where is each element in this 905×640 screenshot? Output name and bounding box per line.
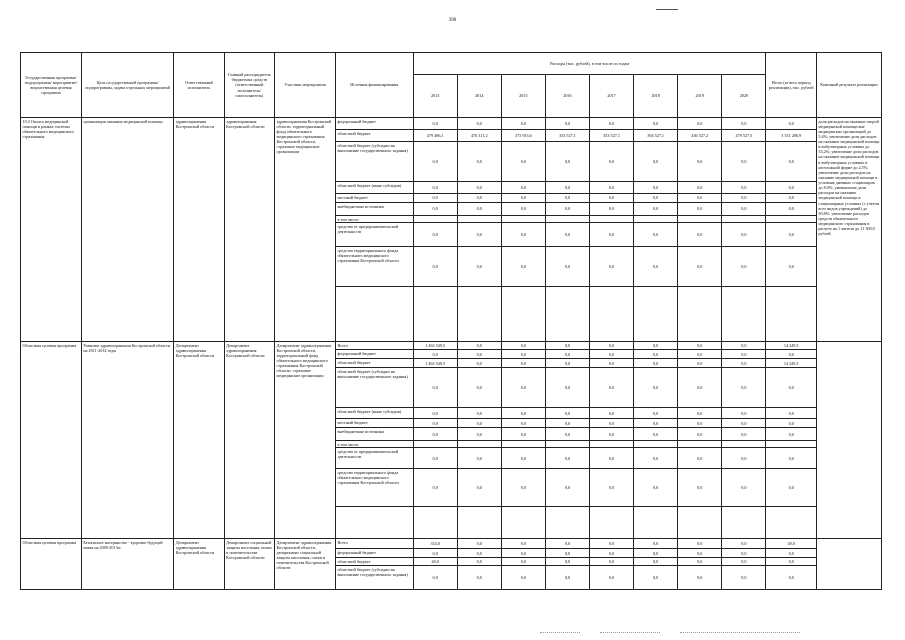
value-cell: 0,0 — [501, 350, 545, 359]
total-cell: 14 249,5 — [766, 342, 816, 350]
value-cell: 0,0 — [722, 539, 766, 549]
value-cell: 0,0 — [501, 342, 545, 350]
total-cell: 49,0 — [766, 539, 816, 549]
empty-cell — [413, 287, 457, 342]
value-cell: 0,0 — [634, 368, 678, 408]
total-cell — [766, 441, 816, 448]
total-cell: 0,0 — [766, 549, 816, 558]
value-cell: 0,0 — [457, 469, 501, 507]
value-cell: 0,0 — [545, 247, 589, 287]
value-cell: 0,0 — [590, 469, 634, 507]
value-cell: 0,0 — [413, 428, 457, 441]
source-cell: областной бюджет (субсидии на выполнение государственного задания) — [335, 566, 413, 590]
value-cell: 0,0 — [634, 350, 678, 359]
value-cell — [590, 216, 634, 223]
total-cell: 0,0 — [766, 203, 816, 216]
value-cell: 0,0 — [590, 194, 634, 203]
empty-cell — [766, 507, 816, 539]
value-cell: 0,0 — [545, 203, 589, 216]
value-cell: 0,0 — [457, 368, 501, 408]
value-cell: 0,0 — [590, 428, 634, 441]
value-cell: 0,0 — [722, 448, 766, 469]
source-cell: средства территориального фонда обязательного медицинского страхования Костромской области — [335, 247, 413, 287]
value-cell: 353 527,1 — [590, 130, 634, 142]
value-cell: 0,0 — [634, 194, 678, 203]
empty-cell — [457, 507, 501, 539]
value-cell: 0,0 — [590, 359, 634, 368]
empty-cell — [501, 507, 545, 539]
value-cell: 0,0 — [634, 247, 678, 287]
source-cell: областной бюджет (субсидии на выполнение государственного задания) — [335, 142, 413, 182]
total-cell: 0,0 — [766, 118, 816, 130]
empty-cell — [634, 287, 678, 342]
value-cell: 0,0 — [413, 448, 457, 469]
value-cell: 0,0 — [722, 142, 766, 182]
value-cell — [545, 216, 589, 223]
value-cell: 0,0 — [501, 428, 545, 441]
source-cell: средства территориального фонда обязательного медицинского страхования Костромской области — [335, 469, 413, 507]
value-cell: 1 463 549,5 — [413, 359, 457, 368]
empty-cell — [678, 287, 722, 342]
total-cell: 0,0 — [766, 223, 816, 247]
value-cell: 0,0 — [545, 566, 589, 590]
value-cell — [413, 441, 457, 448]
value-cell: 0,0 — [501, 118, 545, 130]
footer-mark — [540, 632, 580, 633]
value-cell: 0,0 — [545, 368, 589, 408]
empty-cell — [590, 507, 634, 539]
value-cell: 0,0 — [545, 342, 589, 350]
value-cell: 0,0 — [501, 142, 545, 182]
value-cell: 0,0 — [678, 359, 722, 368]
value-cell: 0,0 — [678, 194, 722, 203]
value-cell: 0,0 — [501, 448, 545, 469]
header-manager: Главный распорядитель бюджетных средств (ответственный исполнитель/ соисполнитель) — [224, 53, 274, 118]
value-cell: 0,0 — [634, 118, 678, 130]
total-cell: 0,0 — [766, 247, 816, 287]
value-cell: 0,0 — [678, 368, 722, 408]
empty-cell — [722, 507, 766, 539]
source-cell: Всего — [335, 539, 413, 549]
empty-cell — [545, 507, 589, 539]
value-cell: 0,0 — [501, 419, 545, 428]
goal-cell: Безопасное материнство - здоровье будущей мамы на 2009-2013гг. — [81, 539, 173, 590]
source-cell: Всего — [335, 342, 413, 350]
empty-cell — [545, 287, 589, 342]
manager-cell: Департамент социальной защиты населения, опеки и попечительства Костромской области — [224, 539, 274, 590]
value-cell — [678, 216, 722, 223]
value-cell: 1 463 549,5 — [413, 342, 457, 350]
value-cell: 0,0 — [634, 203, 678, 216]
value-cell: 0,0 — [590, 182, 634, 194]
empty-cell — [501, 287, 545, 342]
value-cell: 0,0 — [457, 342, 501, 350]
value-cell: 0,0 — [590, 203, 634, 216]
footer-mark — [600, 632, 660, 633]
total-cell: 0,0 — [766, 448, 816, 469]
header-source: Источник финансирования — [335, 53, 413, 118]
source-cell: местный бюджет — [335, 194, 413, 203]
value-cell: 0,0 — [634, 419, 678, 428]
participant-cell: Департамент здравоохранения Костромской области, департамент социальной защиты населения, опеки и попечительства Костромской области — [275, 539, 336, 590]
value-cell: 333,0 — [413, 539, 457, 549]
value-cell: 0,0 — [678, 247, 722, 287]
source-cell: областной бюджет — [335, 130, 413, 142]
value-cell: 0,0 — [722, 368, 766, 408]
value-cell: 0,0 — [413, 469, 457, 507]
empty-cell — [590, 287, 634, 342]
value-cell: 0,0 — [501, 203, 545, 216]
empty-cell — [335, 287, 413, 342]
total-cell: 0,0 — [766, 408, 816, 419]
header-year: 2017 — [590, 75, 634, 118]
value-cell: 0,0 — [545, 194, 589, 203]
program-name-cell: Областная целевая программа — [21, 539, 82, 590]
value-cell: 0,0 — [722, 549, 766, 558]
value-cell: 0,0 — [678, 469, 722, 507]
value-cell — [413, 216, 457, 223]
table-row — [21, 342, 882, 350]
value-cell: 0,0 — [678, 558, 722, 566]
header-year: 2020 — [722, 75, 766, 118]
value-cell: 0,0 — [678, 539, 722, 549]
value-cell: 0,0 — [501, 539, 545, 549]
value-cell: 0,0 — [590, 368, 634, 408]
value-cell: 0,0 — [457, 194, 501, 203]
value-cell: 0,0 — [413, 203, 457, 216]
value-cell — [634, 441, 678, 448]
value-cell: 0,0 — [457, 419, 501, 428]
header-responsible: Ответственный исполнитель — [174, 53, 224, 118]
value-cell: 0,0 — [413, 223, 457, 247]
header-participant: Участник мероприятия — [275, 53, 336, 118]
value-cell: 0,0 — [501, 247, 545, 287]
program-name-cell: 10.2 Оплата медицинской помощи в рамках системы обязательного медицинского страхования — [21, 118, 82, 342]
value-cell: 0,0 — [545, 469, 589, 507]
value-cell: 0,0 — [413, 118, 457, 130]
value-cell: 0,0 — [457, 142, 501, 182]
header-year: 2014 — [457, 75, 501, 118]
value-cell: 0,0 — [545, 118, 589, 130]
value-cell: 0,0 — [634, 223, 678, 247]
total-cell: 3 351 286,9 — [766, 130, 816, 142]
value-cell: 0,0 — [722, 194, 766, 203]
empty-cell — [413, 507, 457, 539]
value-cell: 0,0 — [457, 408, 501, 419]
total-cell — [766, 216, 816, 223]
value-cell: 0,0 — [413, 247, 457, 287]
value-cell: 0,0 — [634, 539, 678, 549]
value-cell: 373 933,6 — [501, 130, 545, 142]
header-year: 2016 — [545, 75, 589, 118]
footer-mark — [680, 632, 800, 633]
source-cell: средства от предпринимательской деятельности — [335, 448, 413, 469]
value-cell: 0,0 — [678, 182, 722, 194]
value-cell: 0,0 — [545, 558, 589, 566]
value-cell: 0,0 — [634, 428, 678, 441]
value-cell: 0,0 — [501, 566, 545, 590]
value-cell: 0,0 — [545, 350, 589, 359]
value-cell: 0,0 — [501, 558, 545, 566]
value-cell: 0,0 — [634, 448, 678, 469]
empty-cell — [457, 287, 501, 342]
table-row — [21, 118, 882, 130]
value-cell — [457, 441, 501, 448]
value-cell: 0,0 — [590, 118, 634, 130]
program-name-cell: Областная целевая программа — [21, 342, 82, 539]
value-cell — [590, 441, 634, 448]
responsible-cell: Департамент здравоохранения Костромской области — [174, 539, 224, 590]
source-cell: областной бюджет (иные субсидии) — [335, 408, 413, 419]
value-cell: 0,0 — [413, 419, 457, 428]
value-cell: 479 486,1 — [413, 130, 457, 142]
value-cell: 476 311,2 — [457, 130, 501, 142]
empty-cell — [634, 507, 678, 539]
value-cell: 0,0 — [501, 182, 545, 194]
budget-table — [20, 52, 882, 590]
source-cell: федеральный бюджет — [335, 350, 413, 359]
value-cell: 0,0 — [457, 350, 501, 359]
header-goal: Цель государственной программы/подпрограммы, задача отдельных мероприятий — [81, 53, 173, 118]
value-cell: 0,0 — [678, 118, 722, 130]
value-cell — [722, 441, 766, 448]
value-cell: 0,0 — [722, 408, 766, 419]
participant-cell: здравоохранения Костромской области, территориальный фонд обязательного медицинского страхования Костромской области, страховые медицинские организации — [275, 118, 336, 342]
value-cell: 0,0 — [678, 342, 722, 350]
value-cell: 40,0 — [413, 558, 457, 566]
value-cell: 0,0 — [501, 223, 545, 247]
participant-cell: Департамент здравоохранения Костромской области, территориальный фонд обязательного медицинского страхования Костромской области, страховые медицинские организации — [275, 342, 336, 539]
value-cell: 0,0 — [545, 549, 589, 558]
value-cell: 0,0 — [413, 142, 457, 182]
value-cell: 0,0 — [722, 566, 766, 590]
value-cell: 0,0 — [634, 182, 678, 194]
value-cell: 0,0 — [722, 558, 766, 566]
source-cell: в том числе: — [335, 441, 413, 448]
value-cell: 0,0 — [545, 223, 589, 247]
value-cell — [457, 216, 501, 223]
value-cell: 0,0 — [457, 182, 501, 194]
result-cell — [816, 342, 881, 539]
value-cell: 0,0 — [722, 223, 766, 247]
value-cell: 0,0 — [590, 419, 634, 428]
value-cell: 353 527,1 — [545, 130, 589, 142]
page-number: 390 — [448, 18, 457, 23]
source-cell: внебюджетные источники — [335, 203, 413, 216]
header-year: 2018 — [634, 75, 678, 118]
value-cell: 436 527,2 — [678, 130, 722, 142]
total-cell: 0,0 — [766, 350, 816, 359]
table-body — [21, 118, 882, 590]
value-cell: 0,0 — [501, 469, 545, 507]
total-cell: 0,0 — [766, 469, 816, 507]
table-row — [21, 539, 882, 549]
result-cell: доля расходов на оказание скорой медицинской помощи вне медицинских организаций до 5,4%; увеличение доли расходов на оказание медицинской помощи в амбулаторных условиях до 33,2%; увеличение доли расходов на оказание медицинской помощи в амбулаторных условиях в неотложной форме до 2,5%; увеличение доли расходов на оказание медицинской помощи в условиях дневных стационаров до 8,0%; уменьшение доли расходов на оказание медицинской помощи в стационарных условиях (с учетом всех видов учреждений) до 50,8%; увеличение расходов средств обязательного медицинского страхования в расчете на 1 жителя до 11 308,0 рублей — [816, 118, 881, 342]
value-cell: 0,0 — [545, 448, 589, 469]
value-cell: 0,0 — [413, 408, 457, 419]
value-cell: 0,0 — [678, 408, 722, 419]
value-cell: 0,0 — [590, 539, 634, 549]
value-cell: 0,0 — [590, 342, 634, 350]
value-cell: 0,0 — [457, 223, 501, 247]
empty-cell — [722, 287, 766, 342]
budget-table-container — [20, 52, 882, 590]
header-total: Итого (за весь период реализации), тыс. рублей — [766, 53, 816, 118]
value-cell: 0,0 — [678, 419, 722, 428]
value-cell: 0,0 — [413, 182, 457, 194]
value-cell: 0,0 — [457, 448, 501, 469]
source-cell: внебюджетные источники — [335, 428, 413, 441]
value-cell: 0,0 — [678, 448, 722, 469]
header-year: 2013 — [413, 75, 457, 118]
value-cell: 0,0 — [545, 419, 589, 428]
top-rule — [656, 9, 678, 10]
value-cell: 0,0 — [457, 247, 501, 287]
value-cell: 0,0 — [501, 194, 545, 203]
value-cell: 0,0 — [501, 549, 545, 558]
value-cell: 0,0 — [590, 448, 634, 469]
value-cell: 479 527,5 — [722, 130, 766, 142]
value-cell — [678, 441, 722, 448]
value-cell: 0,0 — [634, 469, 678, 507]
value-cell: 0,0 — [545, 539, 589, 549]
source-cell: областной бюджет — [335, 558, 413, 566]
value-cell: 0,0 — [678, 350, 722, 359]
value-cell — [545, 441, 589, 448]
total-cell: 0,0 — [766, 419, 816, 428]
value-cell: 0,0 — [678, 142, 722, 182]
value-cell: 0,0 — [634, 566, 678, 590]
value-cell: 0,0 — [678, 566, 722, 590]
value-cell: 0,0 — [722, 419, 766, 428]
value-cell: 0,0 — [590, 247, 634, 287]
manager-cell: Департамент здравоохранения Костромской области — [224, 342, 274, 539]
value-cell: 0,0 — [545, 408, 589, 419]
source-cell: в том числе: — [335, 216, 413, 223]
value-cell — [722, 216, 766, 223]
value-cell: 0,0 — [413, 350, 457, 359]
value-cell: 0,0 — [457, 203, 501, 216]
responsible-cell: здравоохранения Костромской области — [174, 118, 224, 342]
value-cell: 0,0 — [634, 342, 678, 350]
value-cell: 0,0 — [457, 359, 501, 368]
empty-cell — [766, 287, 816, 342]
value-cell: 0,0 — [634, 549, 678, 558]
total-cell: 14 249,5 — [766, 359, 816, 368]
value-cell: 0,0 — [722, 359, 766, 368]
value-cell: 0,0 — [501, 368, 545, 408]
value-cell: 394 527,1 — [634, 130, 678, 142]
value-cell: 0,0 — [545, 359, 589, 368]
responsible-cell: Департамент здравоохранения Костромской области — [174, 342, 224, 539]
value-cell: 0,0 — [590, 223, 634, 247]
total-cell: 0,0 — [766, 142, 816, 182]
value-cell: 0,0 — [722, 118, 766, 130]
value-cell: 0,0 — [590, 408, 634, 419]
value-cell: 0,0 — [722, 182, 766, 194]
value-cell: 0,0 — [678, 549, 722, 558]
total-cell: 0,0 — [766, 194, 816, 203]
value-cell: 0,0 — [722, 350, 766, 359]
total-cell: 0,0 — [766, 558, 816, 566]
value-cell: 0,0 — [590, 549, 634, 558]
value-cell: 0,0 — [634, 408, 678, 419]
manager-cell: здравоохранения Костромской области — [224, 118, 274, 342]
total-cell: 0,0 — [766, 368, 816, 408]
value-cell: 0,0 — [457, 428, 501, 441]
value-cell: 0,0 — [634, 142, 678, 182]
value-cell: 0,0 — [457, 539, 501, 549]
value-cell — [634, 216, 678, 223]
header-year: 2015 — [501, 75, 545, 118]
total-cell: 0,0 — [766, 566, 816, 590]
empty-cell — [678, 507, 722, 539]
source-cell: федеральный бюджет — [335, 549, 413, 558]
source-cell: областной бюджет (субсидии на выполнение государственного задания) — [335, 368, 413, 408]
result-cell — [816, 539, 881, 590]
total-cell: 0,0 — [766, 182, 816, 194]
value-cell: 0,0 — [722, 342, 766, 350]
value-cell: 0,0 — [678, 203, 722, 216]
value-cell — [501, 216, 545, 223]
value-cell — [501, 441, 545, 448]
source-cell: средства от предпринимательской деятельности — [335, 223, 413, 247]
source-cell: федеральный бюджет — [335, 118, 413, 130]
header-program: Государственная программа/подпрограмма/ мероприятие/ ведомственная целевая программа — [21, 53, 82, 118]
value-cell: 0,0 — [501, 359, 545, 368]
value-cell: 0,0 — [413, 549, 457, 558]
value-cell: 0,0 — [457, 549, 501, 558]
value-cell: 0,0 — [590, 350, 634, 359]
value-cell: 0,0 — [722, 469, 766, 507]
source-cell: областной бюджет (иные субсидии) — [335, 182, 413, 194]
source-cell: местный бюджет — [335, 419, 413, 428]
value-cell: 0,0 — [413, 566, 457, 590]
value-cell: 0,0 — [634, 359, 678, 368]
value-cell: 0,0 — [545, 428, 589, 441]
value-cell: 0,0 — [678, 223, 722, 247]
value-cell: 0,0 — [634, 558, 678, 566]
goal-cell: организация оказания медицинской помощи — [81, 118, 173, 342]
value-cell: 0,0 — [678, 428, 722, 441]
value-cell: 0,0 — [722, 247, 766, 287]
value-cell: 0,0 — [590, 558, 634, 566]
value-cell: 0,0 — [722, 203, 766, 216]
value-cell: 0,0 — [722, 428, 766, 441]
total-cell: 0,0 — [766, 428, 816, 441]
value-cell: 0,0 — [545, 142, 589, 182]
header-year: 2019 — [678, 75, 722, 118]
header-result: Конечный результат реализации — [816, 53, 881, 118]
value-cell: 0,0 — [413, 368, 457, 408]
goal-cell: Развитие здравоохранения Костромской области на 2011-2014 годы — [81, 342, 173, 539]
value-cell: 0,0 — [501, 408, 545, 419]
value-cell: 0,0 — [590, 566, 634, 590]
value-cell: 0,0 — [413, 194, 457, 203]
source-cell: областной бюджет — [335, 359, 413, 368]
value-cell: 0,0 — [457, 118, 501, 130]
value-cell: 0,0 — [545, 182, 589, 194]
empty-cell — [335, 507, 413, 539]
value-cell: 0,0 — [590, 142, 634, 182]
value-cell: 0,0 — [457, 558, 501, 566]
header-expenses: Расходы (тыс. рублей), в том числе по годам — [413, 53, 766, 75]
value-cell: 0,0 — [457, 566, 501, 590]
